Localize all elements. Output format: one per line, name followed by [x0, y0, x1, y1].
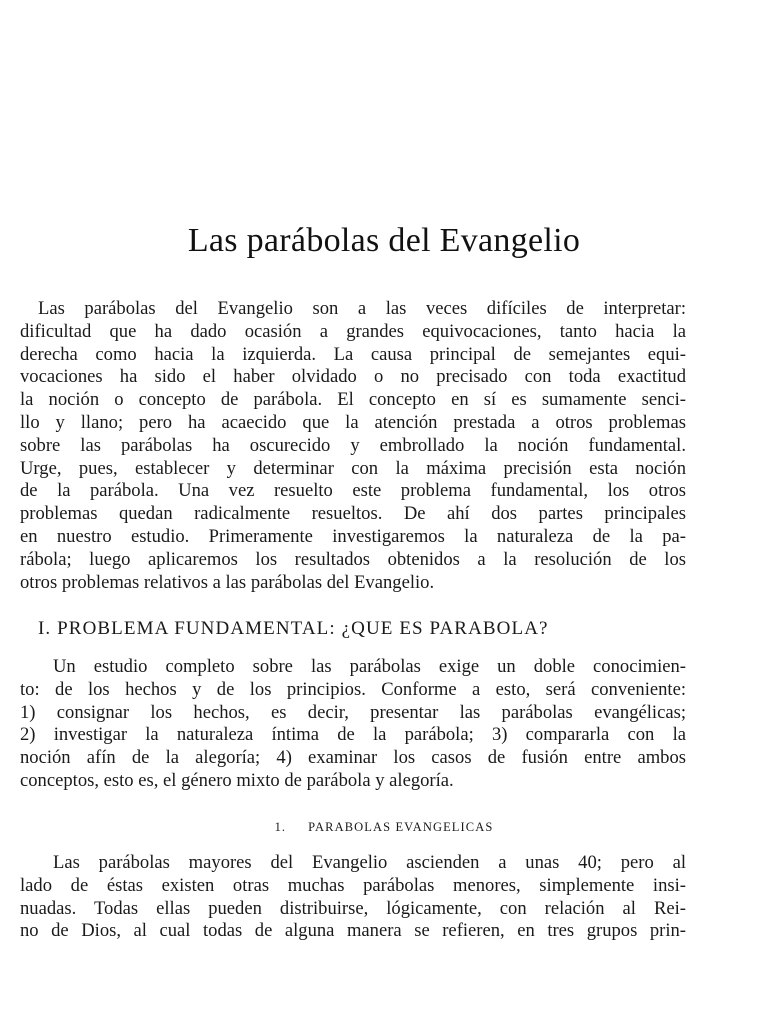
subsection-heading — [0, 820, 768, 835]
paragraph-line: dificultad que ha dado ocasión a grandes equivocaciones, tanto hacia la — [20, 320, 686, 342]
paragraph-line: vocaciones ha sido el haber olvidado o no precisado con toda exactitud — [20, 366, 686, 388]
paragraph-line: nuadas. Todas ellas pueden distribuirse, lógicamente, con relación al Rei- — [20, 897, 686, 919]
paragraph-line: noción afín de la alegoría; 4) examinar los casos de fusión entre ambos — [20, 747, 686, 769]
paragraph-line: Un estudio completo sobre las parábolas exige un doble conocimien- — [53, 656, 686, 677]
paragraph-line: 1) consignar los hechos, es decir, presentar las parábolas evangélicas; — [20, 701, 686, 723]
paragraph-line: de la parábola. Una vez resuelto este problema fundamental, los otros — [20, 480, 686, 502]
paragraph-line: problemas quedan radicalmente resueltos. De ahí dos partes principales — [20, 503, 686, 525]
paragraph-line: lado de éstas existen otras muchas parábolas menores, simplemente insi- — [20, 874, 686, 896]
paragraph-line: to: de los hechos y de los principios. Conforme a esto, será conveniente: — [20, 678, 686, 700]
paragraph-line: Las parábolas del Evangelio son a las veces difíciles de interpretar: — [38, 298, 686, 319]
paragraph-line: conceptos, esto es, el género mixto de parábola y alegoría. — [20, 769, 454, 791]
paragraph-line: otros problemas relativos a las parábolas del Evangelio. — [20, 571, 435, 593]
page-title: Las parábolas del Evangelio — [187, 222, 581, 259]
paragraph-line: en nuestro estudio. Primeramente investigaremos la naturaleza de la pa- — [20, 525, 686, 547]
paragraph-line: la noción o concepto de parábola. El concepto en sí es sumamente senci- — [20, 389, 686, 411]
subsection-number: 1. — [274, 820, 287, 834]
subsection-paragraph — [20, 852, 686, 943]
section-heading: I. PROBLEMA FUNDAMENTAL: ¿QUE ES PARABOLA? — [38, 618, 549, 639]
section-paragraph — [20, 656, 686, 793]
paragraph-line: derecha como hacia la izquierda. La causa principal de semejantes equi- — [20, 343, 686, 365]
paragraph-line: Las parábolas mayores del Evangelio ascienden a unas 40; pero al — [53, 852, 686, 873]
paragraph-line: llo y llano; pero ha acaecido que la atención prestada a otros problemas — [20, 411, 686, 433]
intro-paragraph — [20, 298, 686, 594]
paragraph-line: sobre las parábolas ha oscurecido y embrollado la noción fundamental. — [20, 434, 686, 456]
paragraph-line: rábola; luego aplicaremos los resultados obtenidos a la resolución de los — [20, 548, 686, 570]
paragraph-line: 2) investigar la naturaleza íntima de la parábola; 3) compararla con la — [20, 724, 686, 746]
paragraph-line: no de Dios, al cual todas de alguna manera se refieren, en tres grupos prin- — [20, 920, 686, 942]
paragraph-line: Urge, pues, establecer y determinar con la máxima precisión esta noción — [20, 457, 686, 479]
subsection-title: PARABOLAS EVANGELICAS — [308, 820, 494, 834]
